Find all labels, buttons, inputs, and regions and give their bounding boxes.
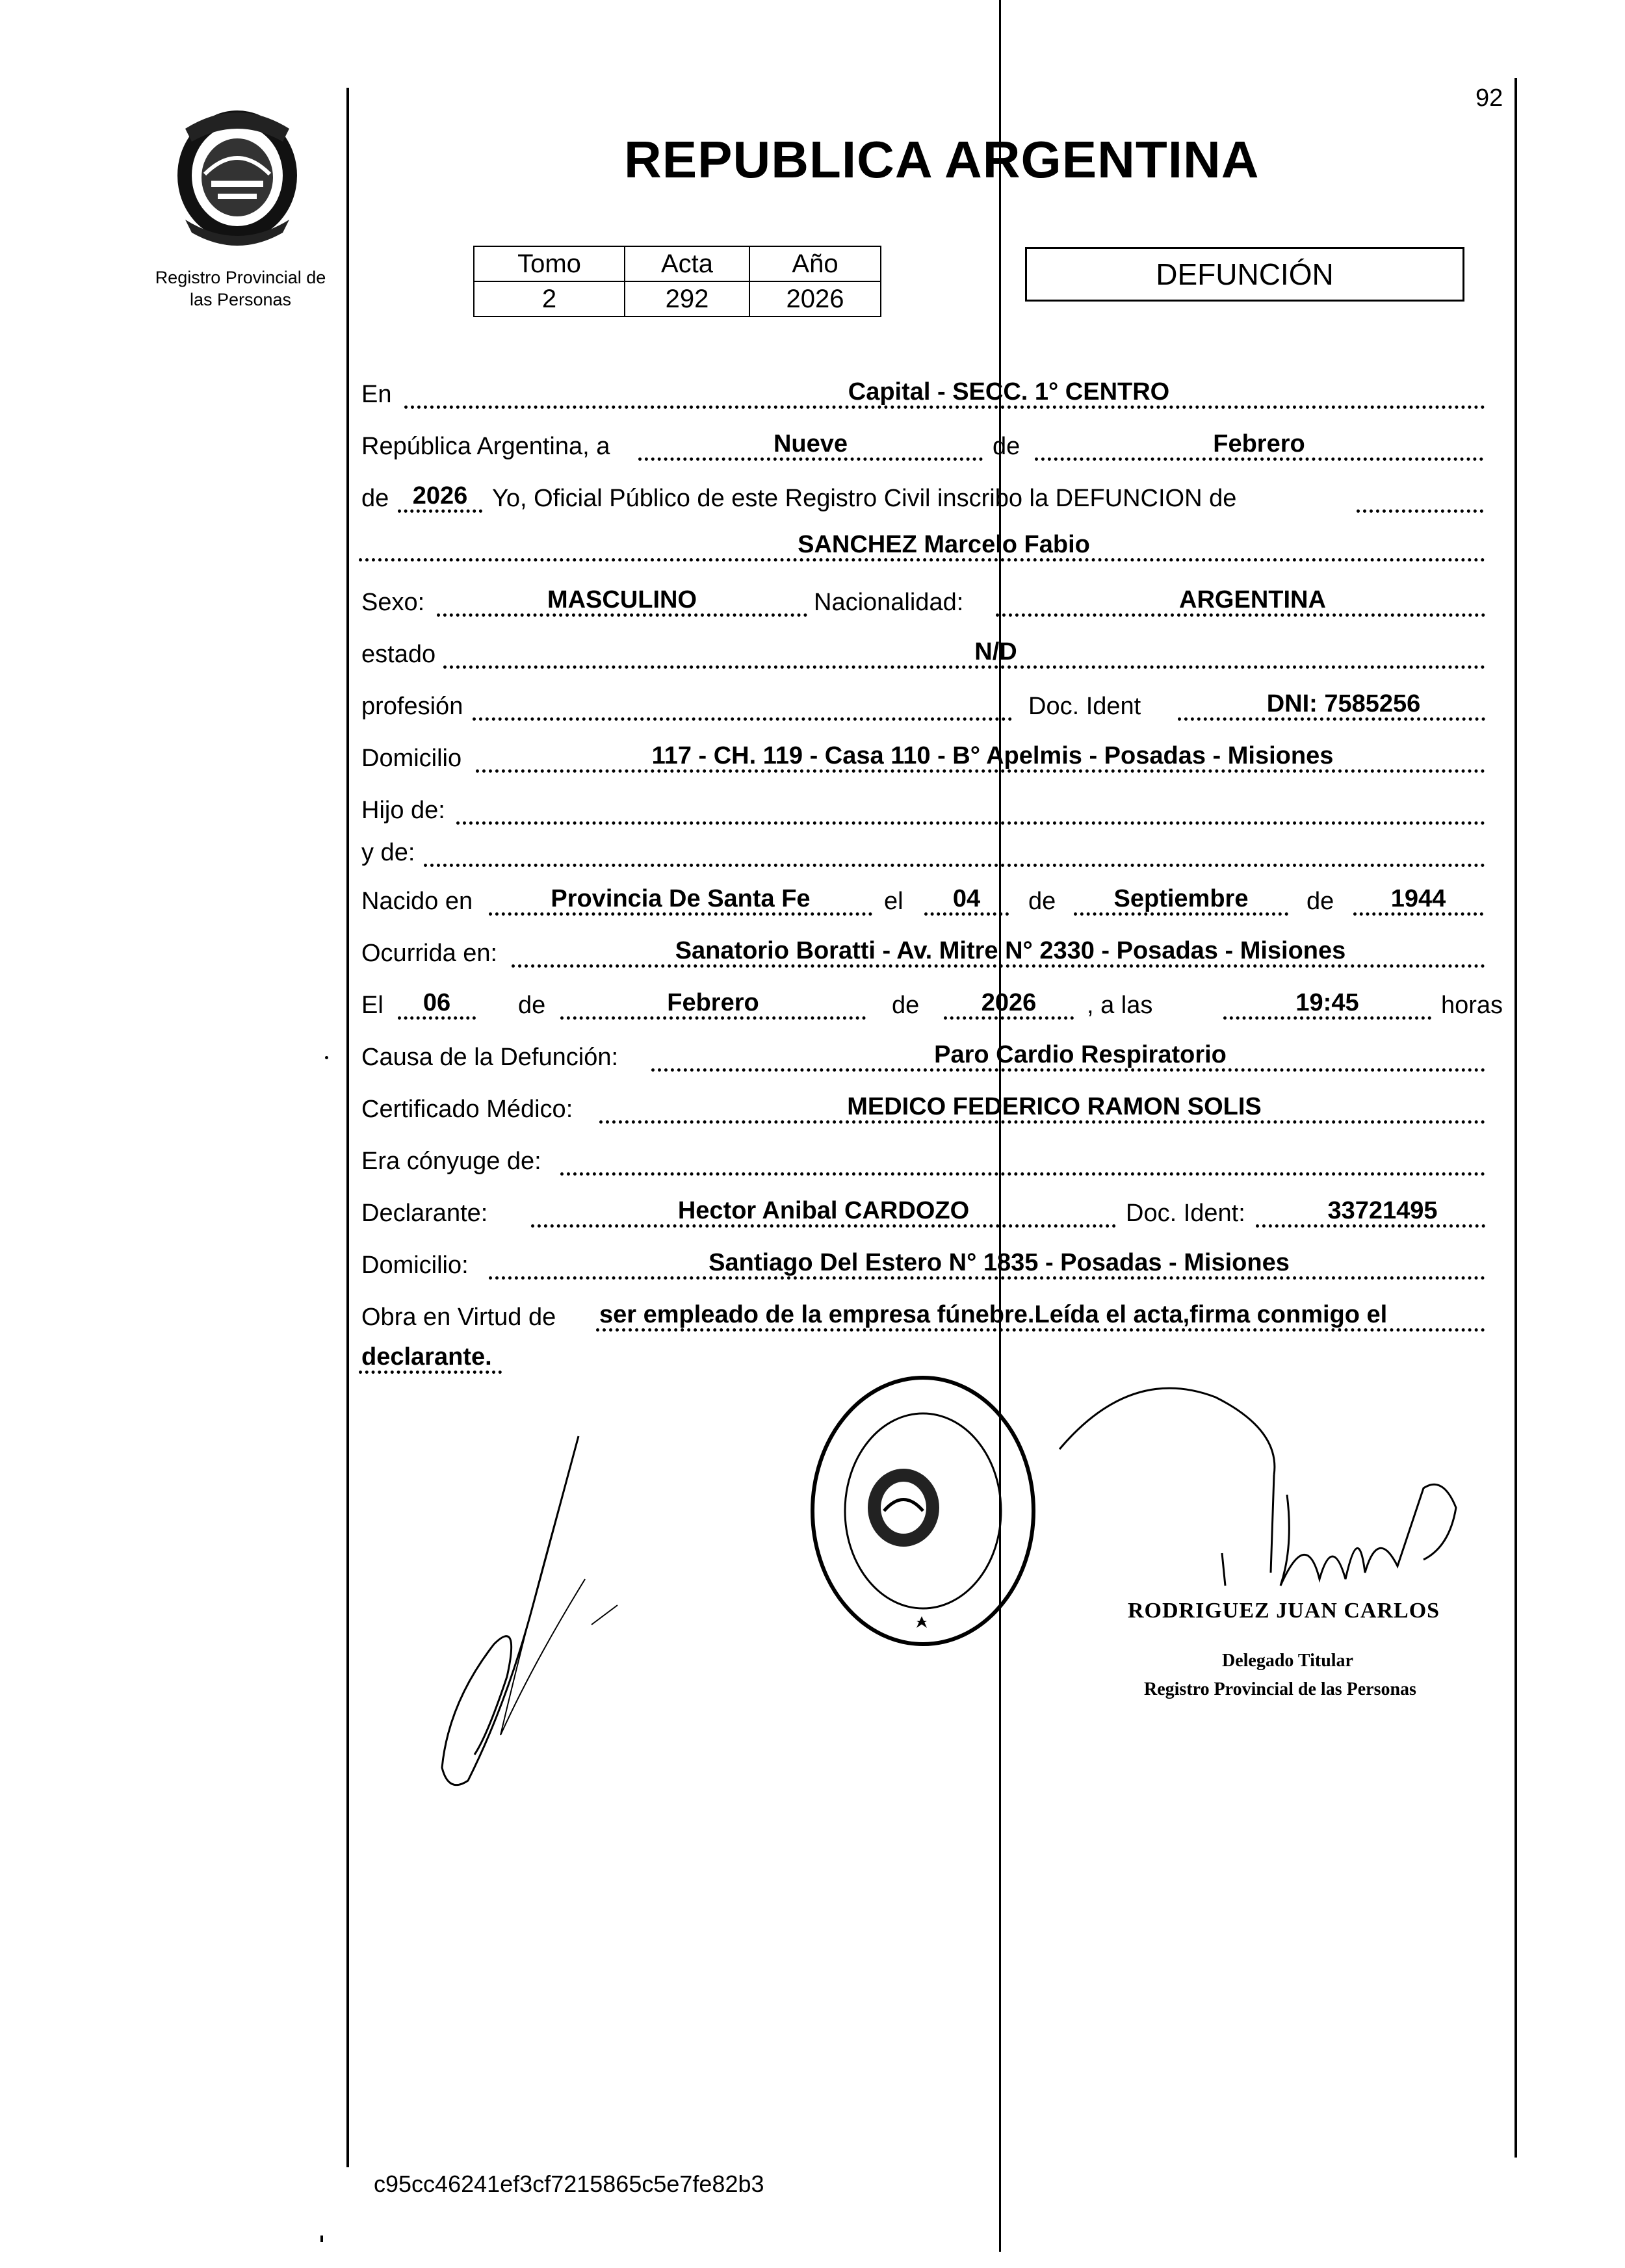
doc-label: Doc. Ident [1028,693,1141,720]
def-de2-label: de [892,992,920,1019]
sexo-value: MASCULINO [547,586,697,613]
rep-label: República Argentina, a [361,433,610,460]
row-sexo [359,575,1485,621]
nac-dia-value: 04 [952,885,981,912]
causa-value: Paro Cardio Respiratorio [934,1041,1227,1068]
registry-label-line2: las Personas [189,290,292,309]
obra-label: Obra en Virtud de [361,1304,556,1331]
nac-anio-value: 1944 [1390,885,1446,912]
ocurrida-value: Sanatorio Boratti - Av. Mitre N° 2330 - Posadas - Misiones [675,937,1346,964]
row-estado [359,627,1485,673]
hora-value: 19:45 [1295,989,1359,1016]
acta-value: 292 [625,281,749,316]
tomo-value: 2 [474,281,625,316]
domicilio2-value: Santiago Del Estero N° 1835 - Posadas - Misiones [708,1249,1290,1276]
domicilio-label: Domicilio [361,745,462,772]
signatory-name: RODRIGUEZ JUAN CARLOS [1128,1599,1440,1623]
declarant-signature [429,1430,676,1794]
nac-de-label: de [1028,888,1056,915]
en-label: En [361,381,392,408]
estado-value: N/D [974,638,1017,665]
row-conyuge [359,1134,1485,1179]
left-margin-line [346,88,349,2167]
declarante-value: Hector Anibal CARDOZO [677,1197,970,1224]
row-nacido [359,874,1485,920]
declarante-label: Declarante: [361,1200,488,1227]
y-de-label: y de: [361,839,415,866]
record-table [473,246,881,317]
row-fecha-inscripcion [359,419,1485,465]
de-label: de [993,433,1020,460]
row-profesion [359,679,1485,725]
anio-value: 2026 [749,281,881,316]
certificado-label: Certificado Médico: [361,1096,573,1123]
doc-value: DNI: 7585256 [1266,690,1421,717]
anio-value-text: 2026 [412,482,468,509]
record-type-box: DEFUNCIÓN [1025,247,1464,302]
sexo-label: Sexo: [361,589,425,616]
estado-label: estado [361,641,436,668]
nac-de2-label: de [1306,888,1334,915]
mes-value: Febrero [1213,430,1305,457]
tomo-header: Tomo [474,246,625,281]
def-mes-value: Febrero [667,989,759,1016]
row-domicilio-declarante [359,1238,1485,1283]
registry-label-line1: Registro Provincial de [155,268,326,287]
def-de-label: de [518,992,546,1019]
certificado-value: MEDICO FEDERICO RAMON SOLIS [847,1093,1262,1120]
right-margin-line [1514,78,1517,2158]
nacido-lugar-value: Provincia De Santa Fe [551,885,811,912]
de2-label: de [361,485,389,512]
obra-value-cont: declarante. [361,1343,492,1371]
row-nombre [359,520,1485,565]
page-number: 92 [1476,84,1503,112]
official-stamp [806,1371,1040,1651]
yo-text: Yo, Oficial Público de este Registro Civil inscribo la DEFUNCION de [492,485,1237,512]
row-anio-inscripcion [359,471,1485,517]
ocurrida-label: Ocurrida en: [361,940,498,967]
def-anio-value: 2026 [981,989,1037,1016]
dia-value: Nueve [773,430,848,457]
row-domicilio [359,731,1485,777]
conyuge-label: Era cónyuge de: [361,1148,541,1175]
nacionalidad-label: Nacionalidad: [814,589,964,616]
nacionalidad-value: ARGENTINA [1179,586,1326,613]
el2-label: El [361,992,384,1019]
row-causa [359,1030,1485,1076]
nac-mes-value: Septiembre [1113,885,1249,912]
anio-header: Año [749,246,881,281]
signatory-role: Delegado Titular [1222,1651,1353,1671]
row-fecha-defuncion [359,978,1503,1024]
row-obra [359,1290,1485,1335]
acta-header: Acta [625,246,749,281]
row-declarante [359,1186,1485,1231]
row-ocurrida [359,926,1485,972]
domicilio-value: 117 - CH. 119 - Casa 110 - B° Apelmis - Posadas - Misiones [651,742,1334,769]
el-label: el [884,888,904,915]
signatory-office: Registro Provincial de las Personas [1144,1679,1416,1699]
row-certificado [359,1082,1485,1128]
causa-label: Causa de la Defunción: [361,1044,619,1071]
provincial-crest-icon [166,103,309,246]
profesion-label: profesión [361,693,463,720]
nacido-label: Nacido en [361,888,473,915]
registry-label [130,266,351,311]
nombre-value: SANCHEZ Marcelo Fabio [798,531,1090,558]
def-dia-value: 06 [422,989,451,1016]
hijo-label: Hijo de: [361,797,445,824]
domicilio2-label: Domicilio: [361,1252,469,1279]
alas-label: , a las [1087,992,1153,1019]
horas-label: horas [1441,992,1503,1019]
page-title: REPUBLICA ARGENTINA [624,131,1260,188]
row-y-de [359,825,1485,871]
bottom-mark [320,2236,323,2242]
lugar-value: Capital - SECC. 1° CENTRO [848,378,1170,406]
obra-value: ser empleado de la empresa fúnebre.Leída el acta,firma conmigo el [599,1301,1388,1328]
document-hash: c95cc46241ef3cf7215865c5e7fe82b3 [374,2171,764,2197]
row-lugar [359,367,1485,413]
doc2-label: Doc. Ident: [1126,1200,1245,1227]
doc2-value: 33721495 [1327,1197,1438,1224]
row-hijo-de [359,783,1485,829]
margin-mark [325,1056,328,1059]
